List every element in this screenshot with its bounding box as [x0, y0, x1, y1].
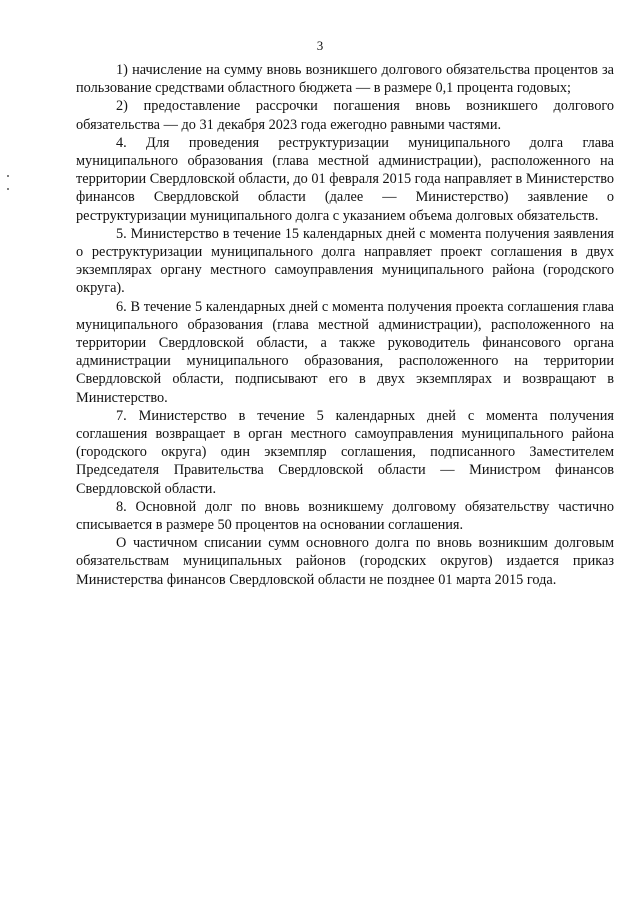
page-number: 3 — [316, 38, 324, 53]
paragraph-partial-writeoff-order: О частичном списании сумм основного долга по вновь возникшим долговым обязательствам муниципальных районов (городских округов) издается приказ Министерства финансов Свердловской области не позднее 01 марта 2015 года. — [76, 535, 614, 588]
margin-mark — [7, 175, 9, 177]
paragraph-item-2-installment: 2) предоставление рассрочки погашения вновь возникшего долгового обязательства — до 31 декабря 2023 года ежегодно равными частями. — [76, 98, 614, 133]
document-body — [76, 61, 614, 589]
paragraph-7-return-copy: 7. Министерство в течение 5 календарных дней с момента получения соглашения возвращает в орган местного самоуправления муниципального района (городского округа) один экземпляр соглашения, подписанного Заместителем Председателя Правительства Свердловской области — Министром финансов Свердловской области. — [76, 407, 614, 497]
paragraph-6-signing: 6. В течение 5 календарных дней с момента получения проекта соглашения глава муниципального образования (глава местной администрации), расположенного на территории Свердловской области, а также руководитель финансового органа администрации муниципального образования, расположенного на территории Свердловской области, подписывают его в двух экземплярах и возвращают в Министерство. — [76, 298, 614, 406]
paragraph-4-application: 4. Для проведения реструктуризации муниципального долга глава муниципального образования (глава местной администрации), расположенного на территории Свердловской области, до 01 февраля 2015 года направляет в Министерство финансов Свердловской области (далее — Министерство) заявление о реструктуризации муниципального долга с указанием объема долговых обязательств. — [76, 134, 614, 224]
margin-mark — [7, 188, 9, 190]
paragraph-5-draft-agreement: 5. Министерство в течение 15 календарных дней с момента получения заявления о реструктуризации муниципального долга направляет проект соглашения в двух экземплярах органу местного самоуправления муниципального района (городского округа). — [76, 225, 614, 297]
paragraph-item-1-interest: 1) начисление на сумму вновь возникшего долгового обязательства процентов за пользование средствами областного бюджета — в размере 0,1 процента годовых; — [76, 62, 614, 97]
paragraph-8-debt-writeoff: 8. Основной долг по вновь возникшему долговому обязательству частично списывается в размере 50 процентов на основании соглашения. — [76, 498, 614, 534]
